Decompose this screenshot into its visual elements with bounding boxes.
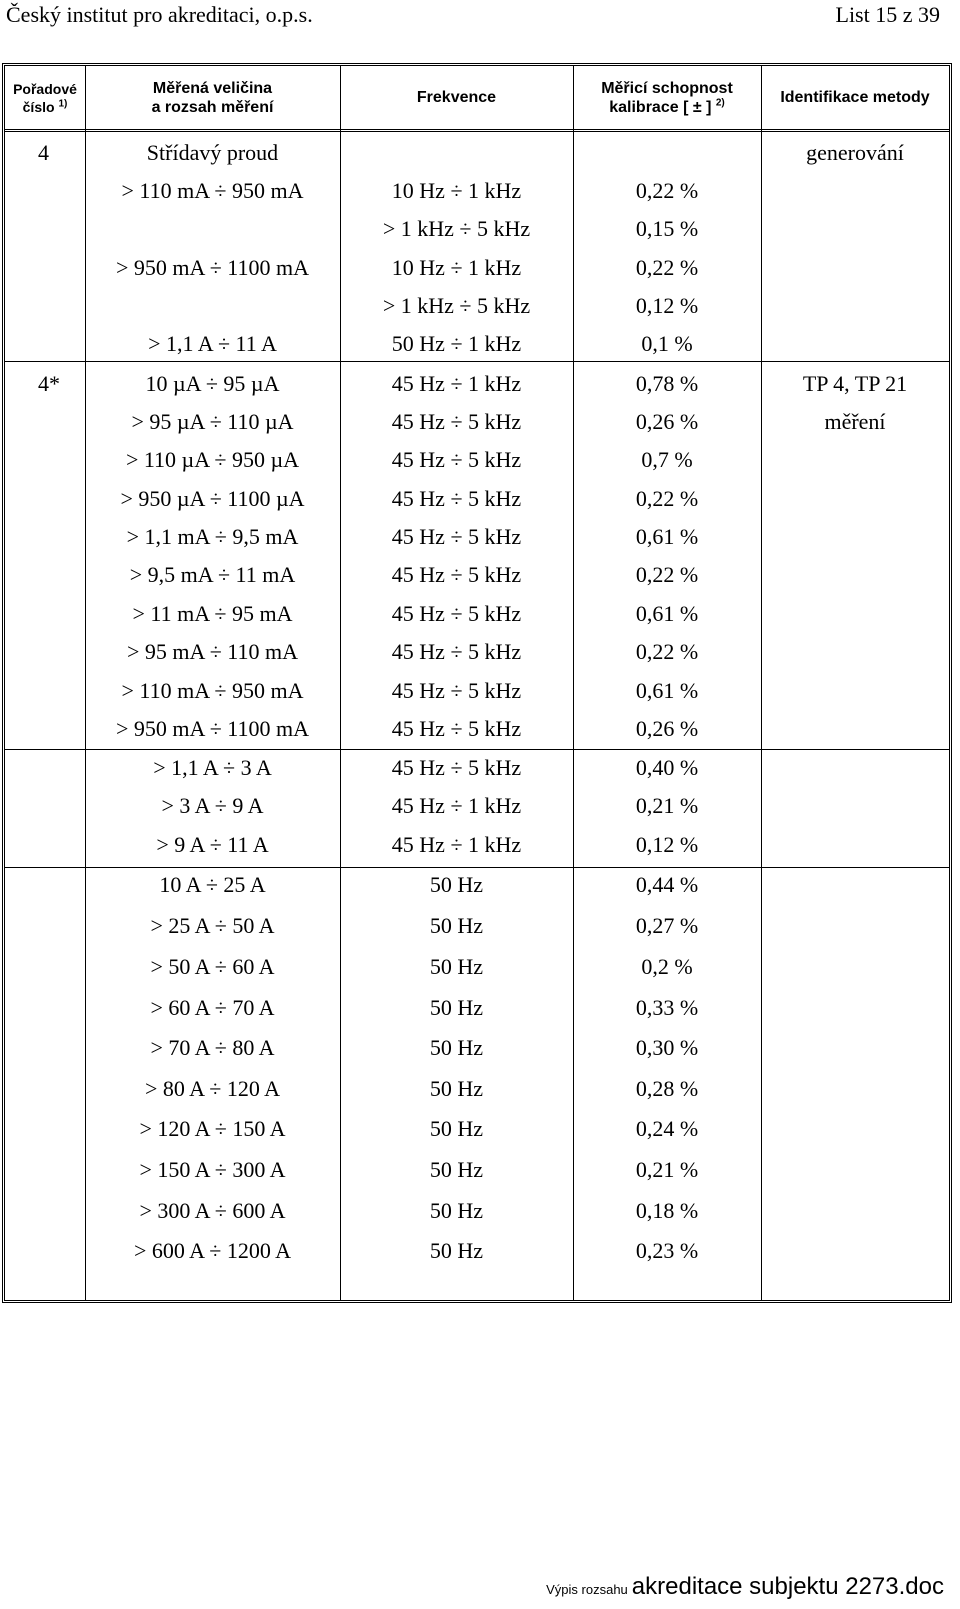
quantity-cell: > 950 µA ÷ 1100 µA	[120, 486, 305, 511]
method-cell	[761, 212, 949, 246]
frequency-cell: 45 Hz ÷ 5 kHz	[391, 716, 522, 741]
header-position-line1: Pořadové	[13, 80, 77, 97]
position-cell	[38, 1072, 85, 1106]
method-cell	[761, 712, 949, 746]
method-cell	[761, 482, 949, 516]
cmc-cell: 0,2 %	[641, 954, 693, 979]
method-cell	[761, 327, 949, 361]
frequency-cell: > 1 kHz ÷ 5 kHz	[382, 293, 531, 318]
cmc-cell: 0,61 %	[635, 601, 699, 626]
header-cmc-line1: Měřicí schopnost	[601, 79, 733, 97]
cmc-cell: 0,26 %	[635, 409, 699, 434]
frequency-cell: 50 Hz	[429, 1116, 484, 1141]
header-position-line2: číslo $^{1)}$	[22, 97, 68, 115]
frequency-cell: 45 Hz ÷ 5 kHz	[391, 447, 522, 472]
frequency-cell: 45 Hz ÷ 5 kHz	[391, 524, 522, 549]
quantity-cell: 10 µA ÷ 95 µA	[145, 371, 280, 396]
quantity-cell: > 9 A ÷ 11 A	[156, 832, 269, 857]
method-cell	[761, 789, 949, 823]
method-cell: měření	[824, 409, 886, 434]
frequency-cell: 45 Hz ÷ 5 kHz	[391, 639, 522, 664]
frequency-cell: 50 Hz	[429, 1035, 484, 1060]
frequency-cell	[340, 136, 573, 170]
method-cell	[761, 174, 949, 208]
cmc-cell: 0,15 %	[635, 216, 699, 241]
page-number: List 15 z 39	[835, 2, 940, 27]
frequency-cell: 50 Hz ÷ 1 kHz	[391, 331, 522, 356]
method-cell	[761, 443, 949, 477]
header-measured-quantity	[85, 66, 340, 129]
position-cell	[38, 558, 85, 592]
header-quantity-line1: Měřená veličina	[152, 79, 273, 97]
cmc-cell: 0,22 %	[635, 255, 699, 280]
method-cell	[761, 868, 949, 902]
quantity-cell: > 1,1 mA ÷ 9,5 mA	[126, 524, 299, 549]
frequency-cell: > 1 kHz ÷ 5 kHz	[382, 216, 531, 241]
header-divider	[5, 129, 949, 132]
position-cell	[38, 520, 85, 554]
position-cell	[38, 635, 85, 669]
quantity-cell: > 3 A ÷ 9 A	[161, 793, 264, 818]
cmc-cell: 0,33 %	[635, 995, 699, 1020]
method-cell	[761, 289, 949, 323]
quantity-cell: > 600 A ÷ 1200 A	[133, 1238, 292, 1263]
method-cell	[761, 674, 949, 708]
page-footer	[546, 1573, 944, 1601]
position-cell	[38, 443, 85, 477]
method-cell: TP 4, TP 21	[802, 371, 908, 396]
header-cmc-line2: kalibrace [ ± ] $^{2)}$	[609, 97, 725, 116]
header-frequency-label: Frekvence	[416, 89, 497, 106]
quantity-cell: > 50 A ÷ 60 A	[150, 954, 275, 979]
quantity-cell	[85, 289, 340, 323]
position-cell	[38, 991, 85, 1025]
frequency-cell: 45 Hz ÷ 5 kHz	[391, 486, 522, 511]
quantity-cell: > 80 A ÷ 120 A	[144, 1076, 281, 1101]
cmc-cell: 0,12 %	[635, 293, 699, 318]
quantity-cell: > 110 µA ÷ 950 µA	[125, 447, 300, 472]
quantity-cell: > 95 µA ÷ 110 µA	[131, 409, 294, 434]
header-quantity-line2: a rozsah měření	[151, 98, 274, 116]
cmc-cell: 0,24 %	[635, 1116, 699, 1141]
position-cell	[38, 1112, 85, 1146]
position-cell	[38, 950, 85, 984]
frequency-cell: 50 Hz	[429, 1157, 484, 1182]
frequency-cell: 50 Hz	[429, 1076, 484, 1101]
method-cell: generování	[806, 140, 904, 165]
quantity-cell	[85, 212, 340, 246]
frequency-cell: 10 Hz ÷ 1 kHz	[391, 178, 522, 203]
position-cell	[38, 212, 85, 246]
cmc-cell: 0,21 %	[635, 793, 699, 818]
frequency-cell: 45 Hz ÷ 5 kHz	[391, 409, 522, 434]
position-cell	[38, 327, 85, 361]
frequency-cell: 45 Hz ÷ 1 kHz	[391, 793, 522, 818]
cmc-cell: 0,21 %	[635, 1157, 699, 1182]
position-cell	[38, 174, 85, 208]
position-cell: 4	[38, 140, 49, 165]
method-cell	[761, 909, 949, 943]
quantity-cell: > 70 A ÷ 80 A	[150, 1035, 275, 1060]
cmc-cell: 0,28 %	[635, 1076, 699, 1101]
position-cell	[38, 712, 85, 746]
method-cell	[761, 520, 949, 554]
cmc-cell: 0,61 %	[635, 524, 699, 549]
method-cell	[761, 558, 949, 592]
method-cell	[761, 828, 949, 862]
frequency-cell: 50 Hz	[429, 913, 484, 938]
cmc-cell: 0,7 %	[641, 447, 693, 472]
cmc-cell: 0,18 %	[635, 1198, 699, 1223]
position-cell	[38, 828, 85, 862]
quantity-cell: > 110 mA ÷ 950 mA	[121, 178, 304, 203]
quantity-cell: > 11 mA ÷ 95 mA	[132, 601, 293, 626]
position-cell	[38, 909, 85, 943]
quantity-cell: > 950 mA ÷ 1100 mA	[116, 716, 309, 741]
frequency-cell: 45 Hz ÷ 5 kHz	[391, 678, 522, 703]
quantity-cell: > 60 A ÷ 70 A	[150, 995, 275, 1020]
position-cell	[38, 868, 85, 902]
position-cell	[38, 1194, 85, 1228]
footer-prefix: Výpis rozsahu	[546, 1582, 628, 1597]
header-calibration-capability	[573, 66, 761, 129]
method-cell	[761, 597, 949, 631]
position-cell	[38, 1153, 85, 1187]
method-cell	[761, 1194, 949, 1228]
position-cell	[38, 1234, 85, 1268]
quantity-cell: > 120 A ÷ 150 A	[139, 1116, 286, 1141]
institute-name: Český institut pro akreditaci, o.p.s.	[6, 2, 313, 27]
position-cell: 4*	[38, 371, 60, 396]
method-cell	[761, 1234, 949, 1268]
cmc-cell: 0,22 %	[635, 562, 699, 587]
position-cell	[38, 405, 85, 439]
method-cell	[761, 251, 949, 285]
frequency-cell: 50 Hz	[429, 872, 484, 897]
accreditation-table	[2, 63, 952, 1303]
quantity-cell: > 25 A ÷ 50 A	[150, 913, 275, 938]
frequency-cell: 45 Hz ÷ 1 kHz	[391, 371, 522, 396]
method-cell	[761, 1072, 949, 1106]
row-divider	[5, 749, 949, 750]
quantity-cell: 10 A ÷ 25 A	[159, 872, 266, 897]
cmc-cell: 0,12 %	[635, 832, 699, 857]
position-cell	[38, 751, 85, 785]
header-position-number	[5, 66, 85, 129]
quantity-cell: > 9,5 mA ÷ 11 mA	[129, 562, 296, 587]
quantity-cell: > 110 mA ÷ 950 mA	[121, 678, 304, 703]
method-cell	[761, 751, 949, 785]
cmc-cell: 0,78 %	[635, 371, 699, 396]
quantity-cell: > 150 A ÷ 300 A	[139, 1157, 286, 1182]
cmc-cell: 0,1 %	[641, 331, 693, 356]
position-cell	[38, 251, 85, 285]
method-cell	[761, 991, 949, 1025]
header-method-label: Identifikace metody	[780, 89, 930, 106]
position-cell	[38, 482, 85, 516]
row-divider	[5, 361, 949, 362]
frequency-cell: 50 Hz	[429, 954, 484, 979]
cmc-cell	[573, 136, 761, 170]
method-cell	[761, 635, 949, 669]
position-cell	[38, 674, 85, 708]
frequency-cell: 45 Hz ÷ 5 kHz	[391, 755, 522, 780]
cmc-cell: 0,26 %	[635, 716, 699, 741]
position-cell	[38, 1031, 85, 1065]
frequency-cell: 50 Hz	[429, 1238, 484, 1263]
header-frequency	[340, 66, 573, 129]
quantity-cell: > 1,1 A ÷ 3 A	[153, 755, 272, 780]
footer-document-name: akreditace subjektu 2273.doc	[631, 1573, 944, 1600]
quantity-cell: Střídavý proud	[146, 140, 279, 165]
cmc-cell: 0,30 %	[635, 1035, 699, 1060]
quantity-cell: > 300 A ÷ 600 A	[139, 1198, 286, 1223]
cmc-cell: 0,23 %	[635, 1238, 699, 1263]
frequency-cell: 50 Hz	[429, 1198, 484, 1223]
cmc-cell: 0,44 %	[635, 872, 699, 897]
method-cell	[761, 1153, 949, 1187]
position-cell	[38, 289, 85, 323]
frequency-cell: 45 Hz ÷ 5 kHz	[391, 601, 522, 626]
cmc-cell: 0,40 %	[635, 755, 699, 780]
frequency-cell: 45 Hz ÷ 1 kHz	[391, 832, 522, 857]
cmc-cell: 0,22 %	[635, 486, 699, 511]
quantity-cell: > 95 mA ÷ 110 mA	[127, 639, 298, 664]
cmc-cell: 0,61 %	[635, 678, 699, 703]
frequency-cell: 45 Hz ÷ 5 kHz	[391, 562, 522, 587]
quantity-cell: > 1,1 A ÷ 11 A	[148, 331, 277, 356]
cmc-cell: 0,22 %	[635, 178, 699, 203]
header-method-identification	[761, 66, 949, 129]
method-cell	[761, 1112, 949, 1146]
quantity-cell: > 950 mA ÷ 1100 mA	[116, 255, 309, 280]
position-cell	[38, 789, 85, 823]
method-cell	[761, 1031, 949, 1065]
cmc-cell: 0,27 %	[635, 913, 699, 938]
method-cell	[761, 950, 949, 984]
position-cell	[38, 597, 85, 631]
frequency-cell: 50 Hz	[429, 995, 484, 1020]
frequency-cell: 10 Hz ÷ 1 kHz	[391, 255, 522, 280]
cmc-cell: 0,22 %	[635, 639, 699, 664]
